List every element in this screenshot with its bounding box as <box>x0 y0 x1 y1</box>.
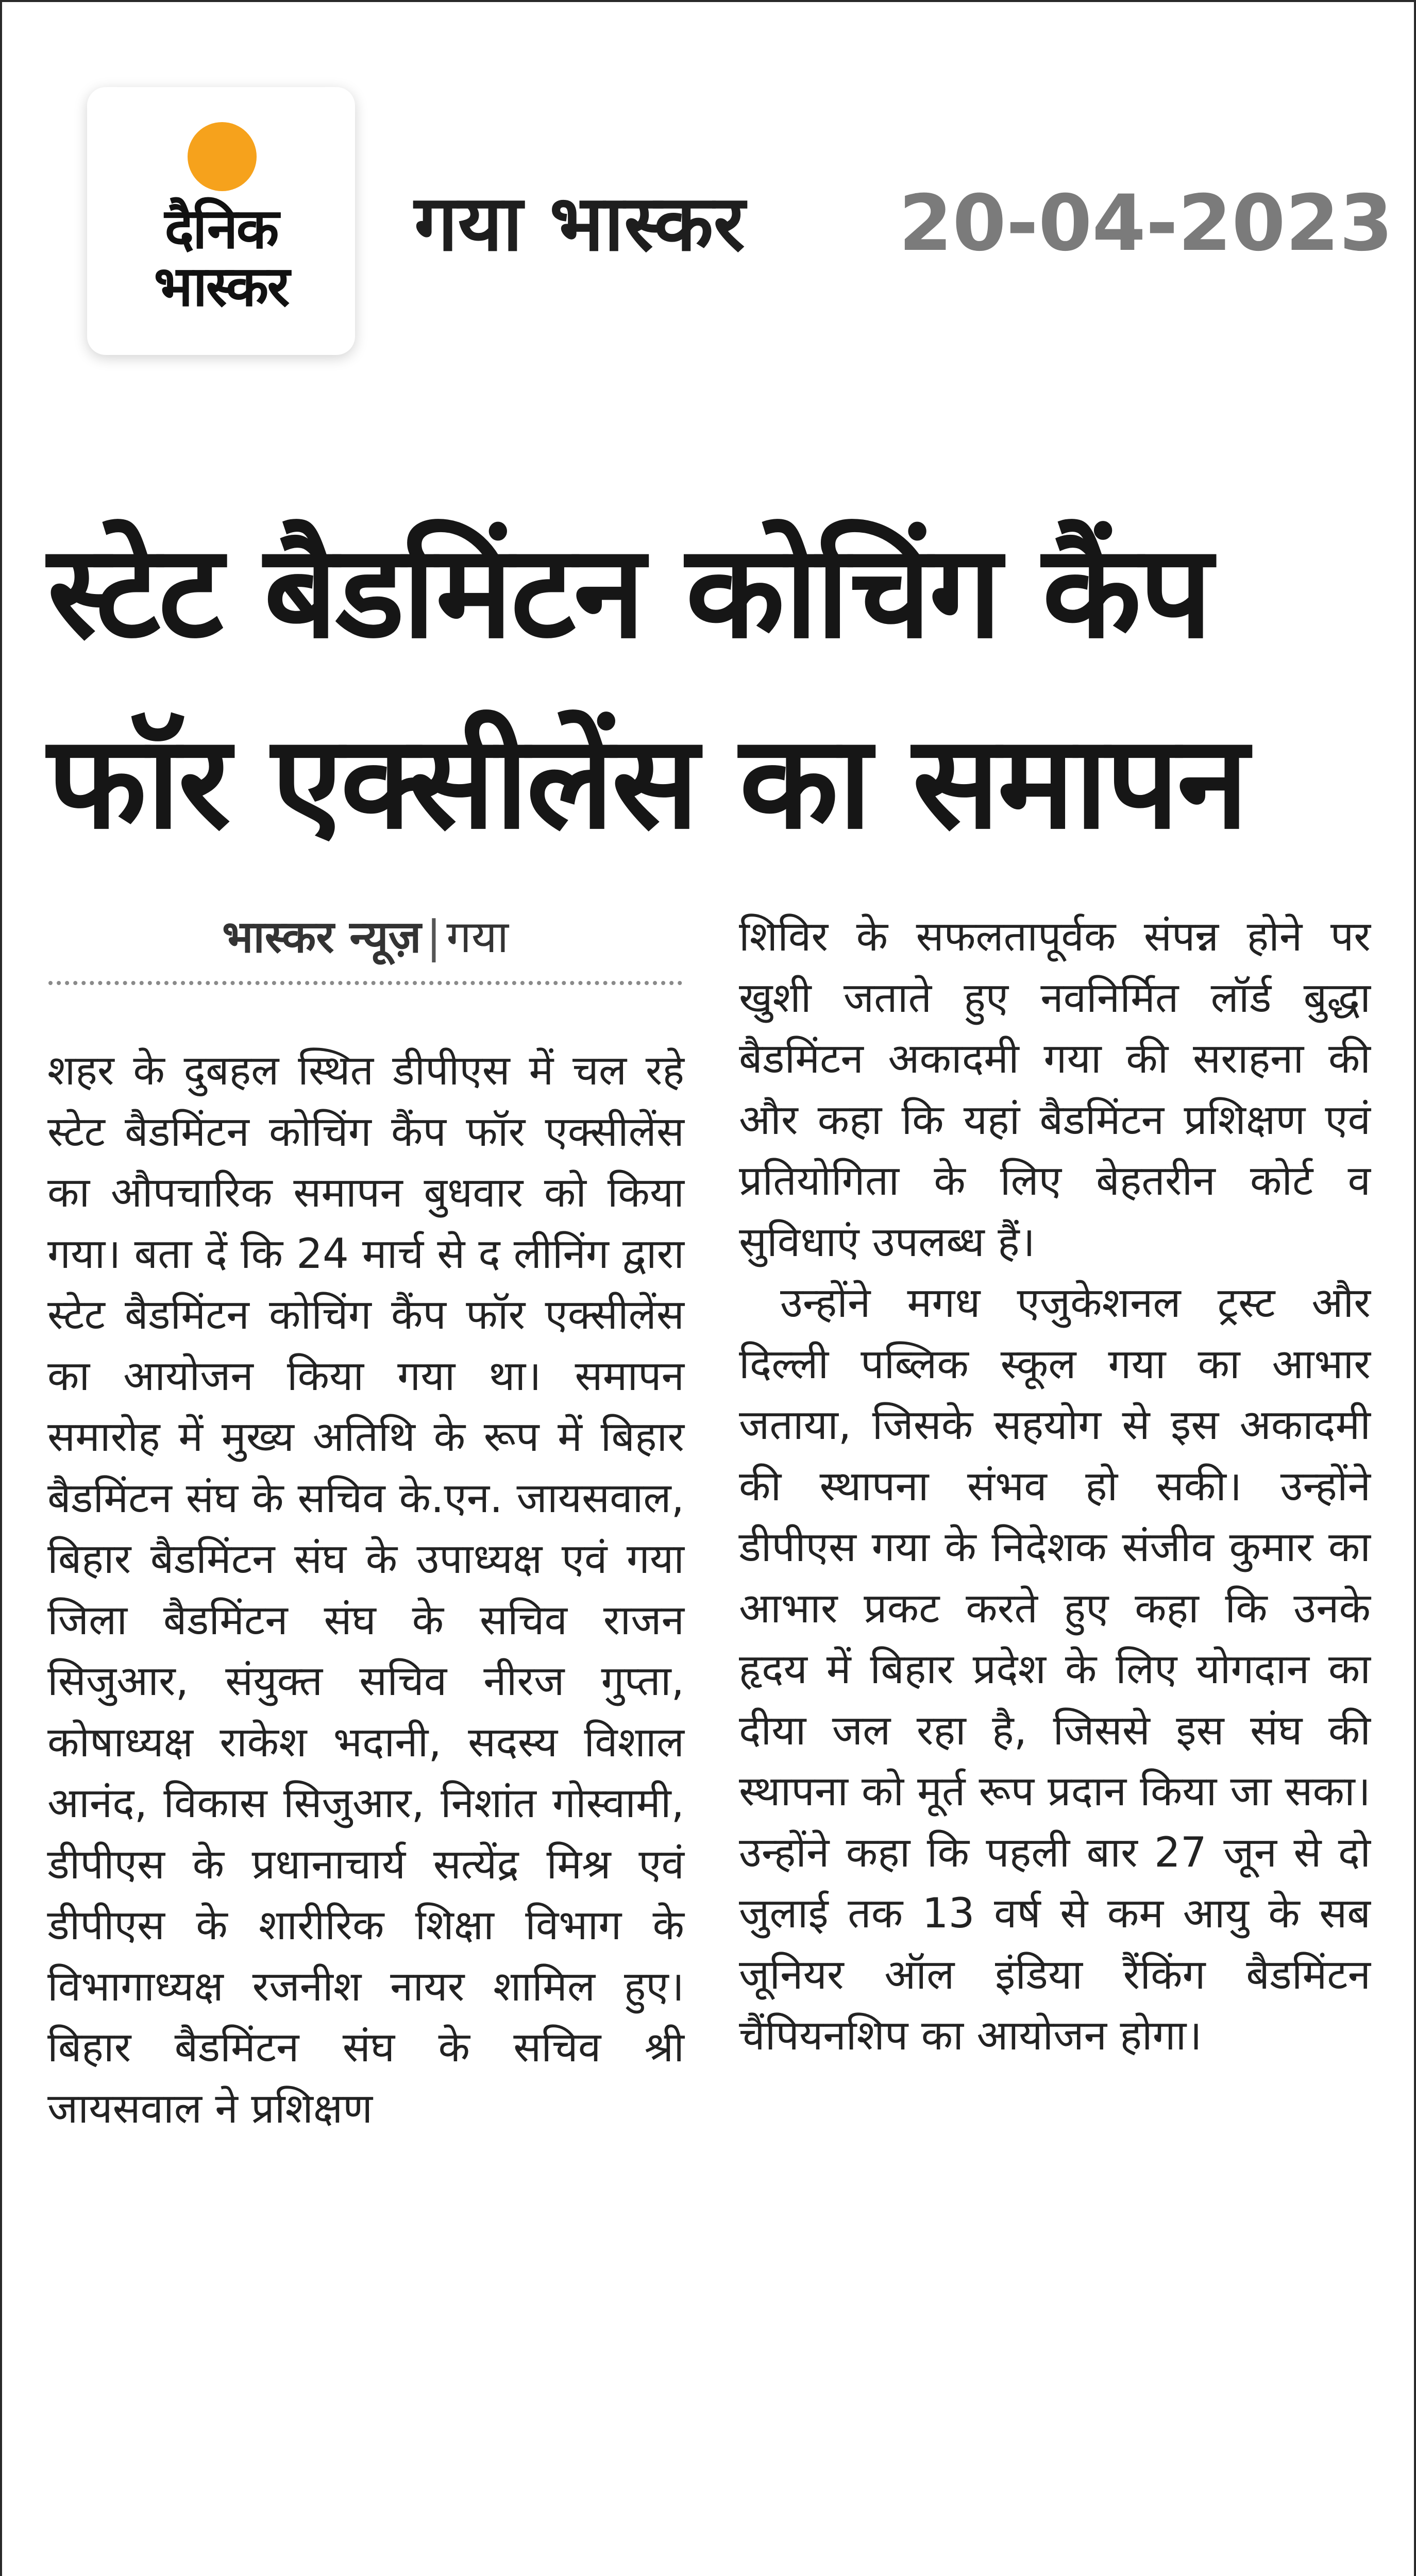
dainik-bhaskar-logo <box>87 87 355 355</box>
byline-place: गया <box>446 911 509 963</box>
paragraph-1-part-2: शिविर के सफलतापूर्वक संपन्न होने पर खुशी जताते हुए नवनिर्मित लॉर्ड बुद्धा बैडमिंटन अकादमी गया की सराहना की और कहा कि यहां बैडमिंटन प्रशिक्षण एवं प्रतियोगिता के लिए बेहतरीन कोर्ट व सुविधाएं उपलब्ध हैं। <box>739 912 1371 1266</box>
article-body-column-right <box>739 906 1371 2066</box>
byline-divider <box>48 981 682 985</box>
edition-name: गया भास्कर <box>414 179 745 268</box>
article-body-column-left <box>47 1040 684 2139</box>
logo-text-line1: दैनिक <box>164 197 278 261</box>
byline <box>48 904 682 971</box>
byline-separator: | <box>426 911 442 963</box>
article-paragraph-1 <box>47 1040 684 2139</box>
article-paragraph-2: उन्होंने मगध एजुकेशनल ट्रस्ट और दिल्ली पब्लिक स्कूल गया का आभार जताया, जिसके सहयोग से इस अकादमी की स्थापना संभव हो सकी। उन्होंने डीपीएस गया के निदेशक संजीव कुमार का आभार प्रकट करते हुए कहा कि उनके हृदय में बिहार प्रदेश के लिए योगदान का दीया जल रहा है, जिससे इस संघ की स्थापना को मूर्त रूप प्रदान किया जा सका। उन्होंने कहा कि पहली बार 27 जून से दो जुलाई तक 13 वर्ष से कम आयु के सब जूनियर ऑल इंडिया रैंकिंग बैडमिंटन चैंपियनशिप का आयोजन होगा। <box>739 1279 1371 2059</box>
sun-logo-icon <box>188 122 257 191</box>
article-paragraph-1-continued <box>739 906 1371 1273</box>
paragraph-1-part-1: शहर के दुबहल स्थित डीपीएस में चल रहे स्टेट बैडमिंटन कोचिंग कैंप फॉर एक्सीलेंस का औपचारिक समापन बुधवार को किया गया। बता दें कि 24 मार्च से द लीनिंग द्वारा स्टेट बैडमिंटन कोचिंग कैंप फॉर एक्सीलेंस का आयोजन किया गया था। समापन समारोह में मुख्य अतिथि के रूप में बिहार बैडमिंटन संघ के सचिव के.एन. जायसवाल, बिहार बैडमिंटन संघ के उपाध्यक्ष एवं गया जिला बैडमिंटन संघ के सचिव राजन सिजुआर, संयुक्त सचिव नीरज गुप्ता, कोषाध्यक्ष राकेश भदानी, सदस्य विशाल आनंद, विकास सिजुआर, निशांत गोस्वामी, डीपीएस के प्रधानाचार्य सत्येंद्र मिश्र एवं डीपीएस के शारीरिक शिक्षा विभाग के विभागाध्यक्ष रजनीश नायर शामिल हुए। बिहार बैडमिंटन संघ के सचिव श्री जायसवाल ने प्रशिक्षण <box>47 1046 684 2132</box>
headline-line-2: फॉर एक्सीलेंस का समापन <box>47 707 1246 857</box>
publication-date: 20-04-2023 <box>899 179 1393 268</box>
byline-source: भास्कर न्यूज़ <box>222 911 422 963</box>
logo-text-line2: भास्कर <box>154 255 289 319</box>
article-headline <box>47 497 1377 878</box>
headline-line-1: स्टेट बैडमिंटन कोचिंग कैंप <box>47 517 1210 667</box>
